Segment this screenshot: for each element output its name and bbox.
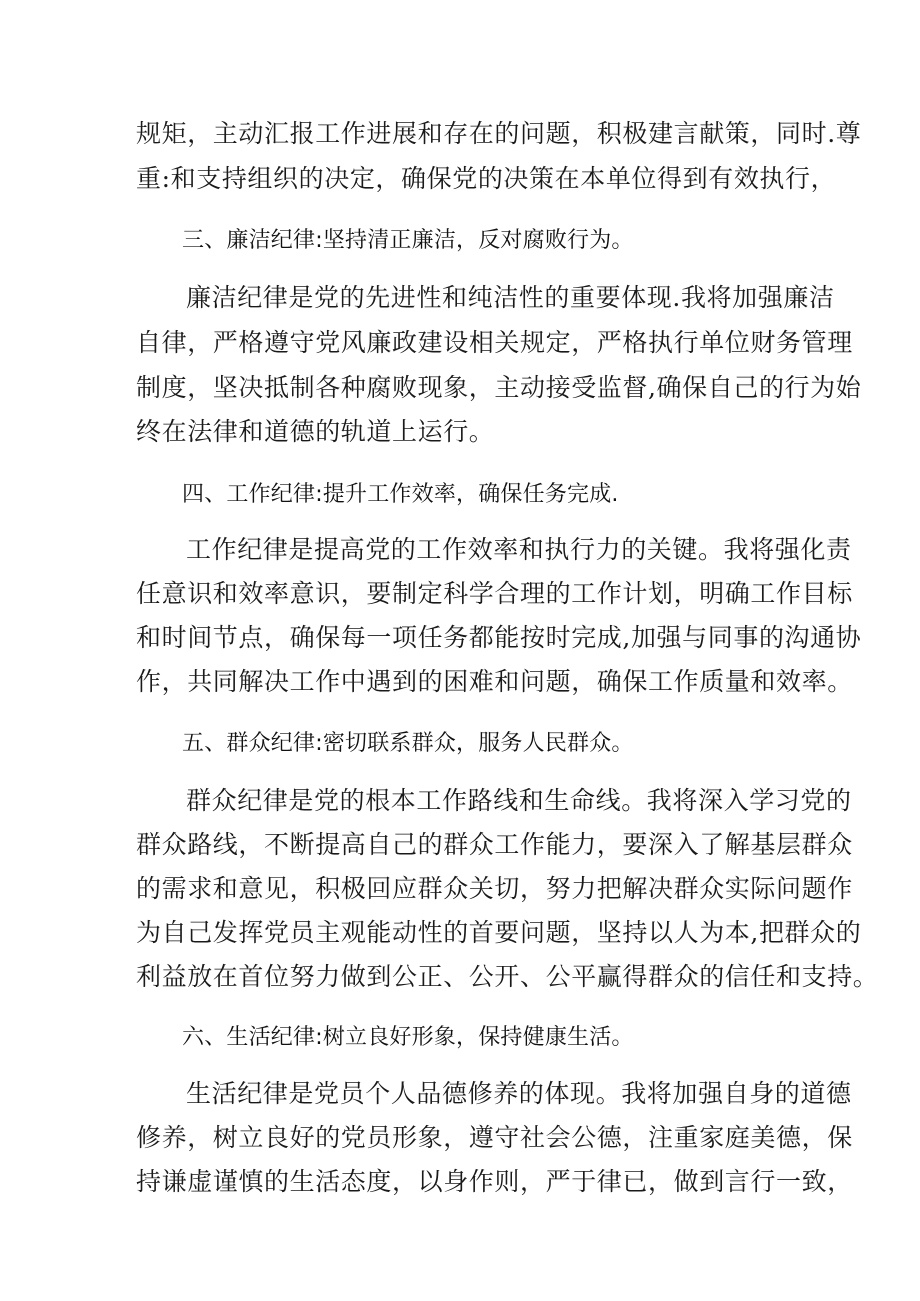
section-heading: 三、廉洁纪律:坚持清正廉洁，反对腐败行为。	[182, 228, 634, 253]
paragraph-line: 规矩，主动汇报工作进展和存在的问题，积极建言献策，同时.尊	[136, 119, 862, 148]
paragraph-line: 重:和支持组织的决定，确保党的决策在本单位得到有效执行，	[136, 164, 837, 193]
paragraph-line: 生活纪律是党员个人品德修养的体现。我将加强自身的道德	[186, 1079, 852, 1108]
paragraph-line: 工作纪律是提高党的工作效率和执行力的关键。我将强化责	[186, 535, 852, 564]
section-heading: 六、生活纪律:树立良好形象，保持健康生活。	[182, 1025, 634, 1050]
paragraph-line: 自律，严格遵守党风廉政建设相关规定，严格执行单位财务管理	[136, 328, 853, 357]
paragraph-line: 修养，树立良好的党员形象，遵守社会公德，注重家庭美德，保	[136, 1123, 853, 1152]
paragraph-line: 群众路线，不断提高自己的群众工作能力，要深入了解基层群众	[136, 830, 853, 859]
paragraph-line: 持谦虚谨慎的生活态度，以身作则，严于律已，做到言行一致，	[136, 1167, 853, 1196]
paragraph-line: 利益放在首位努力做到公正、公开、公平赢得群众的信任和支持。	[136, 962, 879, 991]
paragraph-line: 作，共同解决工作中遇到的困难和问题，确保工作质量和效率。	[136, 667, 853, 696]
paragraph-line: 任意识和效率意识，要制定科学合理的工作计划，明确工作目标	[136, 579, 853, 608]
paragraph-line: 的需求和意见，积极回应群众关切，努力把解决群众实际问题作	[136, 874, 853, 903]
section-heading: 五、群众纪律:密切联系群众，服务人民群众。	[182, 731, 634, 756]
paragraph-line: 制度，坚决抵制各种腐败现象，主动接受监督,确保自己的行为始	[136, 373, 862, 402]
section-heading: 四、工作纪律:提升工作效率，确保任务完成.	[182, 482, 619, 507]
paragraph-line: 群众纪律是党的根本工作路线和生命线。我将深入学习党的	[186, 786, 852, 815]
paragraph-line: 和时间节点，确保每一项任务都能按时完成,加强与同事的沟通协	[136, 623, 862, 652]
paragraph-line: 终在法律和道德的轨道上运行。	[136, 417, 495, 446]
paragraph-line: 为自己发挥党员主观能动性的首要问题，坚持以人为本,把群众的	[136, 918, 862, 947]
paragraph-line: 廉洁纪律是党的先进性和纯洁性的重要体现.我将加强廉洁	[186, 283, 835, 312]
